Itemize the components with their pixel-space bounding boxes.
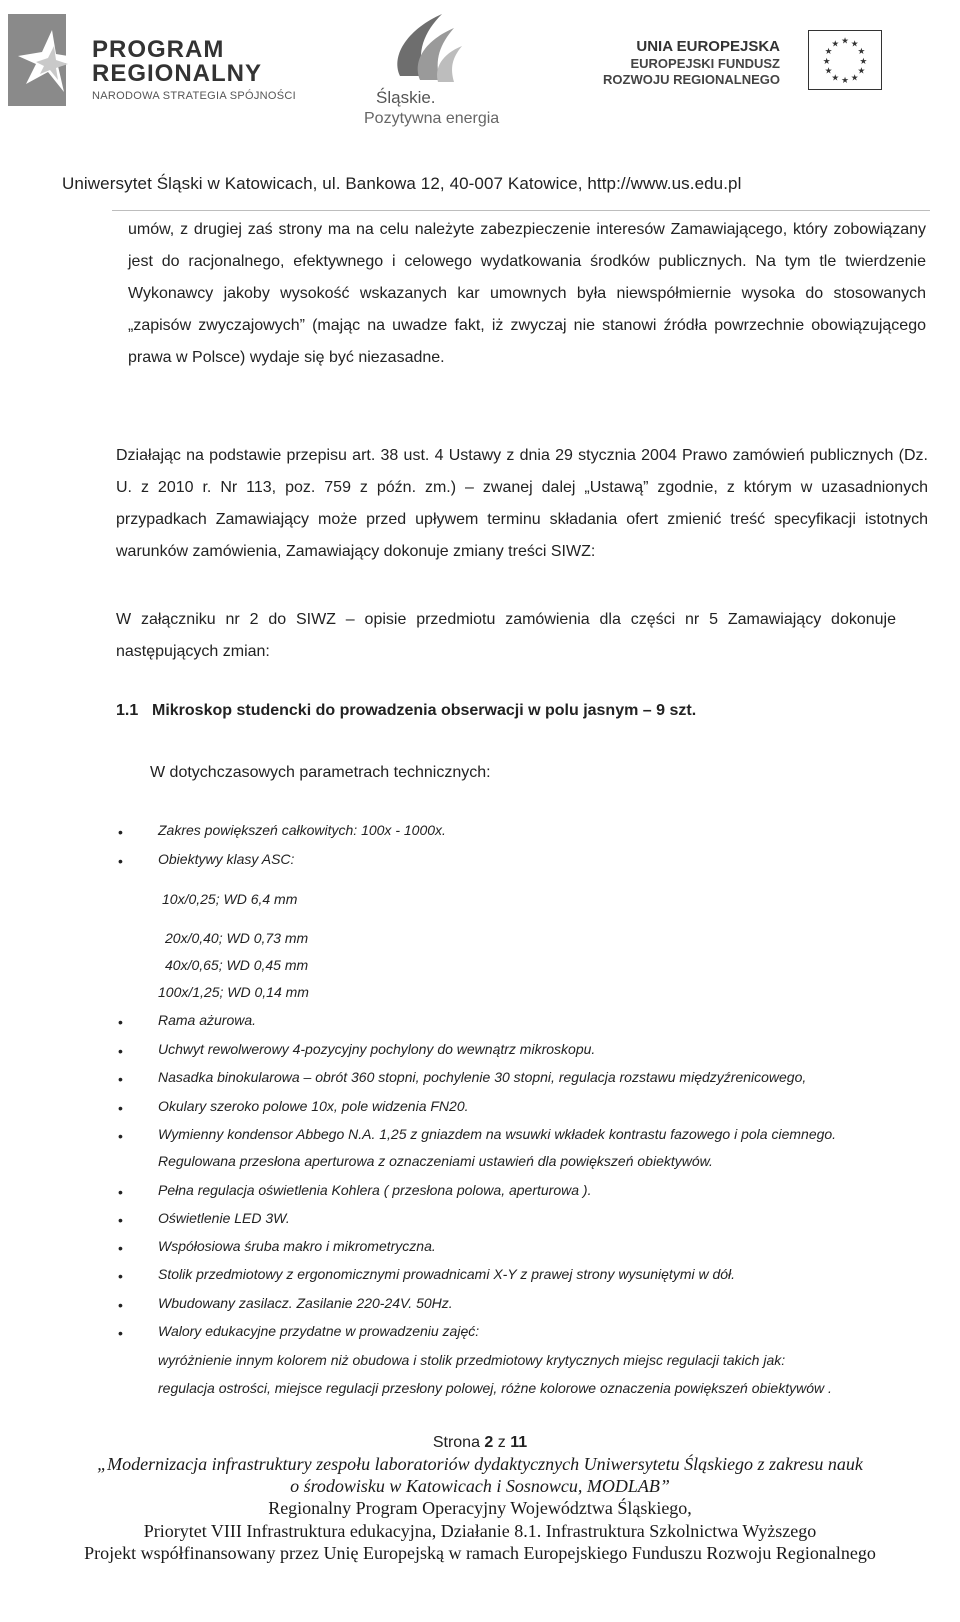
footer-project-title: „Modernizacja infrastruktury zespołu laboratoriów dydaktycznych Uniwersytetu Śląskiego z zakresu nauk (97, 1454, 863, 1474)
paragraph-1: umów, z drugiej zaś strony ma na celu należyte zabezpieczenie interesów Zamawiającego, który zobowiązany jest do racjonalnego, efektywnego i celowego wydatkowania środków publicznych. Na tym tle twierdzenie Wykonawcy jakoby wysokość wskazanych kar umownych była niewspółmiernie wysoka do stosowanych „zapisów zwyczajowych” (mając na uwadze fakt, iż zwyczaj nie stanowi źródła powrzechnie obowiązującego prawa w Polsce) wydaje się być niezasadne. (128, 221, 926, 366)
program-regionalny-text (92, 38, 296, 102)
eu-fund-line: EUROPEJSKI FUNDUSZ (630, 56, 780, 71)
bullet: • (118, 1071, 123, 1087)
objective-line (0, 957, 960, 979)
spec-text: 40x/0,65; WD 0,45 mm (165, 957, 309, 973)
svg-text:★: ★ (859, 56, 868, 67)
eu-union-line: UNIA EUROPEJSKA (636, 38, 780, 55)
spec-item (0, 1012, 960, 1034)
spec-text: Współosiowa śruba makro i mikrometryczna. (158, 1238, 436, 1254)
spec-text: 20x/0,40; WD 0,73 mm (165, 930, 309, 946)
bullet: • (118, 1128, 123, 1144)
svg-text:★: ★ (824, 66, 833, 77)
eu-fund-text (600, 38, 780, 88)
eu-flag-icon (808, 30, 882, 90)
objective-line (0, 891, 960, 913)
spec-text: Rama ażurowa. (158, 1012, 257, 1028)
spec-text: Stolik przedmiotowy z ergonomicznymi prowadnicami X-Y z prawej strony wysuniętymi w dół. (158, 1266, 736, 1282)
bullet: • (118, 1014, 123, 1030)
spec-text: Okulary szeroko polowe 10x, pole widzenia FN20. (158, 1098, 469, 1114)
objective-line (0, 930, 960, 952)
footer-cofinancing-line: Projekt współfinansowany przez Unię Europejską w ramach Europejskiego Funduszu Rozwoju Regionalnego (84, 1543, 876, 1563)
program-regionalny-logo (8, 12, 308, 112)
strategy-line: NARODOWA STRATEGIA SPÓJNOŚCI (92, 90, 296, 102)
spec-text: Nasadka binokularowa – obrót 360 stopni, pochylenie 30 stopni, regulacja rozstawu międzyźrenicowego, (158, 1069, 807, 1085)
bullet: • (118, 1100, 123, 1116)
footer-priority-line: Priorytet VIII Infrastruktura edukacyjna, Działanie 8.1. Infrastruktura Szkolnictwa Wyższego (143, 1521, 817, 1541)
spec-text: Walory edukacyjne przydatne w prowadzeniu zajęć: (158, 1323, 480, 1339)
bullet: • (118, 1240, 123, 1256)
spec-item (0, 1098, 960, 1120)
spec-item (0, 1323, 960, 1345)
spec-item (0, 1126, 960, 1148)
page-number (0, 1434, 960, 1452)
star-emblem-icon (8, 12, 88, 108)
bullet: • (118, 1297, 123, 1313)
svg-text:★: ★ (857, 47, 866, 58)
svg-text:★: ★ (822, 56, 831, 67)
university-address-line: Uniwersytet Śląski w Katowicach, ul. Bankowa 12, 40-007 Katowice, http://www.us.edu.pl (62, 174, 742, 193)
section-number: 1.1 (116, 702, 139, 719)
spec-continuation (0, 1153, 960, 1175)
spec-item (0, 1210, 960, 1232)
spec-text: 100x/1,25; WD 0,14 mm (158, 984, 309, 1000)
bullet: • (118, 853, 123, 869)
regionalny-line: REGIONALNY (92, 60, 263, 87)
spec-text: Wymienny kondensor Abbego N.A. 1,25 z gniazdem na wsuwki wkładek kontrastu fazowego i pola ciemnego. (158, 1126, 837, 1142)
paragraph-2: Działając na podstawie przepisu art. 38 ust. 4 Ustawy z dnia 29 stycznia 2004 Prawo zamówień publicznych (Dz. U. z 2010 r. Nr 113, poz. 759 z późn. zm.) – zwanej dalej „Ustawą” zgodnie, z którym w uzasadnionych przypadkach Zamawiający może przed upływem terminu składania ofert zmienić treść specyfikacji istotnych warunków zamówienia, Zamawiający dokonuje zmiany treści SIWZ: (116, 447, 928, 560)
section-subheading: W dotychczasowych parametrach technicznych: (150, 764, 491, 781)
spec-text: Pełna regulacja oświetlenia Kohlera ( przesłona polowa, aperturowa ). (158, 1182, 592, 1198)
svg-text:★: ★ (850, 39, 859, 50)
bullet: • (118, 1043, 123, 1059)
slaskie-logo (358, 6, 518, 131)
page-total: 11 (510, 1434, 528, 1451)
spec-item (0, 1266, 960, 1288)
slaskie-name: Śląskie. (376, 88, 436, 107)
spec-continuation (0, 1352, 960, 1374)
svg-text:★: ★ (831, 73, 840, 84)
spec-item (0, 822, 960, 844)
section-heading (116, 702, 696, 720)
objective-line (0, 984, 960, 1006)
svg-text:★: ★ (857, 66, 866, 77)
spec-item (0, 1238, 960, 1260)
header-logos (0, 0, 960, 140)
spec-text: 10x/0,25; WD 6,4 mm (162, 891, 298, 907)
spec-text: Regulowana przesłona aperturowa z oznaczeniami ustawień dla powiększeń obiektywów. (158, 1153, 713, 1169)
spec-text: Obiektywy klasy ASC: (158, 851, 295, 867)
page-label: Strona (432, 1434, 480, 1451)
bullet: • (118, 1325, 123, 1341)
spec-item (0, 1295, 960, 1317)
svg-text:★: ★ (824, 47, 833, 58)
spec-text: regulacja ostrości, miejsce regulacji przesłony polowej, różne kolorowe oznaczenia powiększeń obiektywów . (158, 1380, 832, 1396)
program-line: PROGRAM (92, 36, 225, 63)
footer-program-line: Regionalny Program Operacyjny Województwa Śląskiego, (268, 1498, 692, 1518)
svg-text:★: ★ (850, 73, 859, 84)
footer-project-title-cont: o środowisku w Katowicach i Sosnowcu, MODLAB” (290, 1476, 670, 1496)
paragraph-3: W załączniku nr 2 do SIWZ – opisie przedmiotu zamówienia dla części nr 5 Zamawiający dokonuje następujących zmian: (116, 611, 896, 660)
bullet: • (118, 1212, 123, 1228)
eu-fund-logo (600, 30, 950, 110)
eu-development-line: ROZWOJU REGIONALNEGO (603, 72, 780, 87)
spec-text: Wbudowany zasilacz. Zasilanie 220-24V. 50Hz. (158, 1295, 453, 1311)
section-title: Mikroskop studencki do prowadzenia obserwacji w polu jasnym – 9 szt. (152, 702, 697, 719)
slaskie-swoosh-icon (380, 6, 470, 90)
spec-item (0, 1182, 960, 1204)
spec-item (0, 851, 960, 873)
spec-text: Uchwyt rewolwerowy 4-pozycyjny pochylony do wewnątrz mikroskopu. (158, 1041, 596, 1057)
svg-text:★: ★ (841, 76, 849, 87)
page-current: 2 (484, 1434, 494, 1451)
svg-text:★: ★ (831, 39, 840, 50)
spec-item (0, 1069, 960, 1091)
page-separator: z (497, 1434, 506, 1451)
svg-text:★: ★ (841, 36, 849, 47)
bullet: • (118, 824, 123, 840)
spec-text: Oświetlenie LED 3W. (158, 1210, 290, 1226)
spec-continuation (0, 1380, 960, 1402)
bullet: • (118, 1184, 123, 1200)
spec-text: Zakres powiększeń całkowitych: 100x - 1000x. (158, 822, 446, 838)
spec-item (0, 1041, 960, 1063)
spec-text: wyróżnienie innym kolorem niż obudowa i stolik przedmiotowy krytycznych miejsc regulacji takich jak: (158, 1352, 786, 1368)
header-divider (112, 210, 930, 211)
bullet: • (118, 1268, 123, 1284)
slaskie-tagline: Pozytywna energia (364, 110, 500, 127)
